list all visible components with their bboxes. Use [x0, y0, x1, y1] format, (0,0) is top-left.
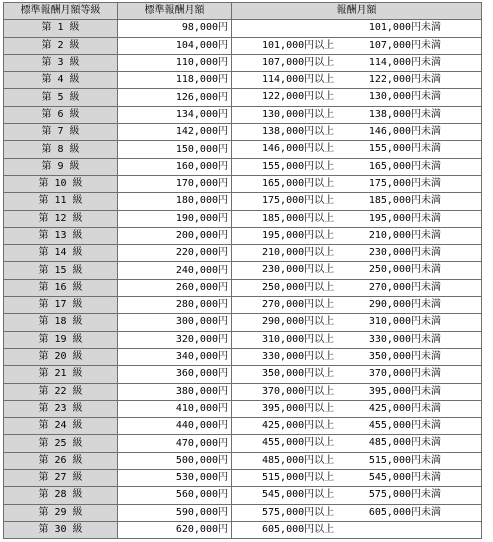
range-upper-bound: 107,000円未満 [368, 39, 441, 51]
range-cell [232, 20, 482, 37]
range-upper-bound: 270,000円未満 [368, 281, 441, 293]
grade-cell: 第 14 級 [4, 245, 118, 262]
range-cell [232, 331, 482, 348]
table-row [4, 418, 482, 435]
grade-cell: 第 18 級 [4, 314, 118, 331]
range-cell [232, 400, 482, 417]
table-row [4, 262, 482, 279]
table-row [4, 210, 482, 227]
grade-cell: 第 22 級 [4, 383, 118, 400]
range-upper-bound: 395,000円未満 [368, 385, 441, 397]
range-upper-bound: 155,000円未満 [368, 143, 441, 155]
standard-amount-cell: 280,000円 [118, 297, 232, 314]
range-upper-bound: 138,000円未満 [368, 108, 441, 120]
range-upper-bound: 455,000円未満 [368, 420, 441, 432]
grade-cell: 第 8 級 [4, 141, 118, 158]
standard-amount-cell: 240,000円 [118, 262, 232, 279]
range-cell [232, 37, 482, 54]
grade-cell: 第 5 級 [4, 89, 118, 106]
grade-cell: 第 30 級 [4, 521, 118, 538]
range-lower-bound: 290,000円以上 [262, 316, 335, 328]
range-cell [232, 418, 482, 435]
table-row [4, 348, 482, 365]
range-cell [232, 175, 482, 192]
table-row [4, 366, 482, 383]
range-cell [232, 521, 482, 538]
range-lower-bound: 250,000円以上 [262, 281, 335, 293]
range-cell [232, 227, 482, 244]
range-cell [232, 348, 482, 365]
range-cell [232, 262, 482, 279]
table-row [4, 193, 482, 210]
range-cell [232, 106, 482, 123]
range-cell [232, 504, 482, 521]
standard-amount-cell: 134,000円 [118, 106, 232, 123]
table-header-row [4, 3, 482, 20]
range-upper-bound: 605,000円未満 [368, 506, 441, 518]
standard-amount-cell: 500,000円 [118, 452, 232, 469]
grade-cell: 第 2 級 [4, 37, 118, 54]
grade-cell: 第 1 級 [4, 20, 118, 37]
grade-cell: 第 4 級 [4, 72, 118, 89]
range-lower-bound: 310,000円以上 [262, 333, 335, 345]
grade-cell: 第 10 級 [4, 175, 118, 192]
grade-cell: 第 21 級 [4, 366, 118, 383]
range-lower-bound: 425,000円以上 [262, 420, 335, 432]
range-lower-bound: 270,000円以上 [262, 299, 335, 311]
range-cell [232, 124, 482, 141]
range-upper-bound: 195,000円未満 [368, 212, 441, 224]
standard-amount-cell: 410,000円 [118, 400, 232, 417]
table-row [4, 54, 482, 71]
range-upper-bound: 101,000円未満 [368, 22, 441, 34]
standard-amount-cell: 110,000円 [118, 54, 232, 71]
grade-cell: 第 19 級 [4, 331, 118, 348]
grade-table-container [3, 2, 482, 539]
range-upper-bound: 146,000円未満 [368, 126, 441, 138]
standard-amount-cell: 380,000円 [118, 383, 232, 400]
range-cell [232, 383, 482, 400]
grade-cell: 第 9 級 [4, 158, 118, 175]
range-lower-bound: 165,000円以上 [262, 177, 335, 189]
standard-amount-cell: 160,000円 [118, 158, 232, 175]
range-cell [232, 366, 482, 383]
table-row [4, 297, 482, 314]
table-row [4, 521, 482, 538]
table-row [4, 452, 482, 469]
standard-amount-cell: 220,000円 [118, 245, 232, 262]
table-row [4, 279, 482, 296]
table-row [4, 383, 482, 400]
table-row [4, 245, 482, 262]
range-cell [232, 314, 482, 331]
standard-amount-cell: 440,000円 [118, 418, 232, 435]
table-row [4, 141, 482, 158]
range-upper-bound: 370,000円未満 [368, 368, 441, 380]
range-cell [232, 279, 482, 296]
standard-amount-cell: 190,000円 [118, 210, 232, 227]
standard-amount-cell: 620,000円 [118, 521, 232, 538]
range-cell [232, 297, 482, 314]
range-lower-bound: 175,000円以上 [262, 195, 335, 207]
range-lower-bound: 107,000円以上 [262, 56, 335, 68]
range-upper-bound: 425,000円未満 [368, 402, 441, 414]
range-upper-bound: 165,000円未満 [368, 160, 441, 172]
grade-cell: 第 12 級 [4, 210, 118, 227]
standard-amount-cell: 590,000円 [118, 504, 232, 521]
standard-amount-cell: 470,000円 [118, 435, 232, 452]
range-cell [232, 435, 482, 452]
range-cell [232, 210, 482, 227]
standard-amount-cell: 150,000円 [118, 141, 232, 158]
table-row [4, 470, 482, 487]
range-lower-bound: 195,000円以上 [262, 229, 335, 241]
range-upper-bound: 210,000円未満 [368, 229, 441, 241]
standard-amount-cell: 126,000円 [118, 89, 232, 106]
range-upper-bound: 350,000円未満 [368, 350, 441, 362]
range-lower-bound: 130,000円以上 [262, 108, 335, 120]
range-lower-bound: 545,000円以上 [262, 489, 335, 501]
header-range: 報酬月額 [232, 3, 482, 20]
grade-cell: 第 20 級 [4, 348, 118, 365]
range-lower-bound: 350,000円以上 [262, 368, 335, 380]
table-row [4, 487, 482, 504]
range-lower-bound: 155,000円以上 [262, 160, 335, 172]
range-upper-bound: 114,000円未満 [368, 56, 441, 68]
standard-amount-cell: 104,000円 [118, 37, 232, 54]
table-row [4, 124, 482, 141]
grade-cell: 第 16 級 [4, 279, 118, 296]
range-lower-bound: 515,000円以上 [262, 472, 335, 484]
standard-amount-cell: 142,000円 [118, 124, 232, 141]
range-cell [232, 158, 482, 175]
range-upper-bound: 250,000円未満 [368, 264, 441, 276]
range-lower-bound: 122,000円以上 [262, 91, 335, 103]
header-grade: 標準報酬月額等級 [4, 3, 118, 20]
grade-cell: 第 25 級 [4, 435, 118, 452]
grade-cell: 第 6 級 [4, 106, 118, 123]
range-cell [232, 141, 482, 158]
grade-cell: 第 7 級 [4, 124, 118, 141]
standard-amount-cell: 170,000円 [118, 175, 232, 192]
range-upper-bound: 485,000円未満 [368, 437, 441, 449]
range-upper-bound: 185,000円未満 [368, 195, 441, 207]
range-lower-bound: 185,000円以上 [262, 212, 335, 224]
range-lower-bound: 605,000円以上 [262, 523, 335, 535]
range-lower-bound: 485,000円以上 [262, 454, 335, 466]
range-cell [232, 193, 482, 210]
standard-amount-cell: 180,000円 [118, 193, 232, 210]
range-upper-bound: 575,000円未満 [368, 489, 441, 501]
standard-amount-cell: 98,000円 [118, 20, 232, 37]
range-upper-bound: 175,000円未満 [368, 177, 441, 189]
table-body [4, 20, 482, 539]
range-lower-bound: 101,000円以上 [262, 39, 335, 51]
table-row [4, 435, 482, 452]
table-row [4, 227, 482, 244]
range-cell [232, 245, 482, 262]
grade-cell: 第 23 級 [4, 400, 118, 417]
range-lower-bound: 138,000円以上 [262, 126, 335, 138]
range-lower-bound: 395,000円以上 [262, 402, 335, 414]
grade-cell: 第 27 級 [4, 470, 118, 487]
table-row [4, 89, 482, 106]
table-row [4, 314, 482, 331]
range-upper-bound: 130,000円未満 [368, 91, 441, 103]
standard-amount-cell: 560,000円 [118, 487, 232, 504]
range-lower-bound: 455,000円以上 [262, 437, 335, 449]
grade-cell: 第 3 級 [4, 54, 118, 71]
table-row [4, 37, 482, 54]
standard-remuneration-table [3, 2, 482, 539]
table-row [4, 331, 482, 348]
range-lower-bound: 330,000円以上 [262, 350, 335, 362]
table-row [4, 106, 482, 123]
standard-amount-cell: 360,000円 [118, 366, 232, 383]
grade-cell: 第 28 級 [4, 487, 118, 504]
range-upper-bound: 122,000円未満 [368, 74, 441, 86]
range-lower-bound: 114,000円以上 [262, 74, 335, 86]
range-upper-bound: 290,000円未満 [368, 299, 441, 311]
range-upper-bound: 230,000円未満 [368, 247, 441, 259]
table-row [4, 158, 482, 175]
standard-amount-cell: 340,000円 [118, 348, 232, 365]
range-upper-bound: 310,000円未満 [368, 316, 441, 328]
range-upper-bound: 330,000円未満 [368, 333, 441, 345]
grade-cell: 第 29 級 [4, 504, 118, 521]
range-cell [232, 72, 482, 89]
standard-amount-cell: 118,000円 [118, 72, 232, 89]
range-lower-bound: 230,000円以上 [262, 264, 335, 276]
grade-cell: 第 26 級 [4, 452, 118, 469]
range-lower-bound: 146,000円以上 [262, 143, 335, 155]
range-cell [232, 54, 482, 71]
grade-cell: 第 11 級 [4, 193, 118, 210]
standard-amount-cell: 300,000円 [118, 314, 232, 331]
grade-cell: 第 24 級 [4, 418, 118, 435]
range-cell [232, 89, 482, 106]
range-upper-bound: 545,000円未満 [368, 472, 441, 484]
grade-cell: 第 13 級 [4, 227, 118, 244]
range-cell [232, 452, 482, 469]
range-lower-bound: 210,000円以上 [262, 247, 335, 259]
table-row [4, 20, 482, 37]
table-row [4, 504, 482, 521]
range-upper-bound: 515,000円未満 [368, 454, 441, 466]
table-row [4, 72, 482, 89]
standard-amount-cell: 530,000円 [118, 470, 232, 487]
grade-cell: 第 17 級 [4, 297, 118, 314]
standard-amount-cell: 260,000円 [118, 279, 232, 296]
grade-cell: 第 15 級 [4, 262, 118, 279]
range-lower-bound: 370,000円以上 [262, 385, 335, 397]
header-standard: 標準報酬月額 [118, 3, 232, 20]
range-cell [232, 487, 482, 504]
standard-amount-cell: 320,000円 [118, 331, 232, 348]
standard-amount-cell: 200,000円 [118, 227, 232, 244]
table-row [4, 175, 482, 192]
range-cell [232, 470, 482, 487]
range-lower-bound: 575,000円以上 [262, 506, 335, 518]
table-row [4, 400, 482, 417]
